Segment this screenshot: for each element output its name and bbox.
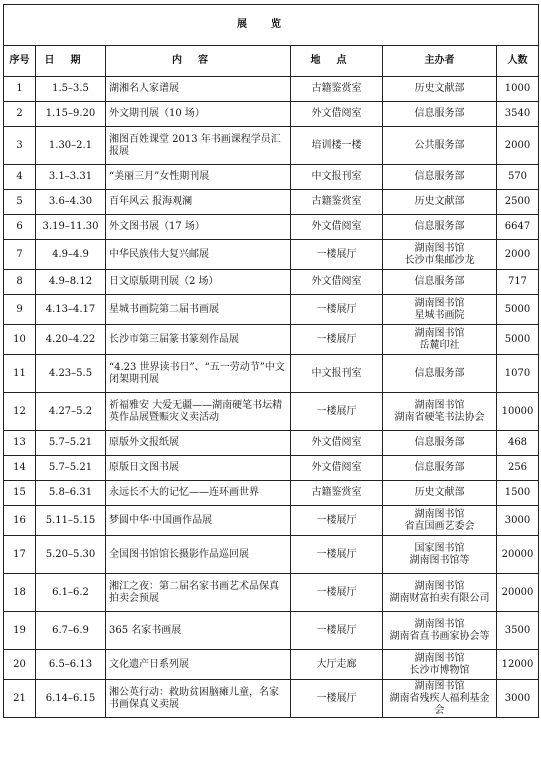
- organizer-line: 湖南图书馆: [414, 580, 465, 592]
- organizer-line: 历史文献部: [414, 487, 465, 498]
- organizer-line: 历史文献部: [414, 83, 465, 94]
- cell-place: 外文借阅室: [291, 215, 383, 240]
- organizer-line: 信息服务部: [414, 171, 465, 182]
- cell-content: “美丽三月”女性期刊展: [106, 165, 291, 190]
- cell-organizer: [383, 190, 497, 215]
- cell-place: 一楼展厅: [291, 574, 383, 612]
- table-row: [4, 431, 539, 456]
- cell-count: 2000: [497, 127, 539, 165]
- cell-place: 古籍鉴赏室: [291, 77, 383, 102]
- cell-place: 外文借阅室: [291, 431, 383, 456]
- organizer-line: 长沙市博物馆: [409, 664, 470, 676]
- cell-seq: 12: [4, 393, 36, 431]
- cell-date: 4.23–5.5: [36, 355, 106, 393]
- cell-seq: 19: [4, 612, 36, 650]
- cell-content: “4.23 世界读书日”、“五一劳动节”中文闭架期刊展: [106, 355, 291, 393]
- table-row: [4, 612, 539, 650]
- cell-count: 1070: [497, 355, 539, 393]
- cell-place: 中文报刊室: [291, 165, 383, 190]
- header-count: 人数: [497, 46, 539, 77]
- cell-content: 文化遗产日系列展: [106, 650, 291, 680]
- cell-seq: 2: [4, 102, 36, 127]
- table-row: [4, 295, 539, 325]
- cell-place: 古籍鉴赏室: [291, 190, 383, 215]
- cell-place: 一楼展厅: [291, 325, 383, 355]
- table-row: [4, 680, 539, 718]
- cell-date: 4.27–5.2: [36, 393, 106, 431]
- table-row: [4, 165, 539, 190]
- organizer-line: 信息服务部: [414, 276, 465, 287]
- table-row: [4, 77, 539, 102]
- organizer-line: 星城书画院: [414, 309, 465, 321]
- table-row: [4, 190, 539, 215]
- cell-organizer: [383, 77, 497, 102]
- cell-seq: 9: [4, 295, 36, 325]
- header-row: [4, 46, 539, 77]
- cell-seq: 11: [4, 355, 36, 393]
- organizer-line: 国家图书馆: [414, 542, 465, 554]
- cell-date: 4.9–4.9: [36, 240, 106, 270]
- cell-place: 一楼展厅: [291, 680, 383, 718]
- header-seq: 序号: [4, 46, 36, 77]
- table-row: [4, 325, 539, 355]
- cell-organizer: [383, 456, 497, 481]
- header-date: 日期: [36, 46, 106, 77]
- cell-content: 中华民族伟大复兴邮展: [106, 240, 291, 270]
- cell-organizer: [383, 536, 497, 574]
- table-title: 展览: [4, 5, 539, 46]
- cell-date: 4.20–4.22: [36, 325, 106, 355]
- cell-organizer: [383, 325, 497, 355]
- organizer-line: 岳麓印社: [419, 339, 460, 351]
- organizer-line: 公共服务部: [414, 139, 465, 151]
- organizer-line: 湖南财富拍卖有限公司: [389, 592, 490, 604]
- organizer-line: 信息服务部: [414, 108, 465, 119]
- table-row: [4, 393, 539, 431]
- cell-count: 717: [497, 270, 539, 295]
- cell-date: 3.6–4.30: [36, 190, 106, 215]
- cell-count: 3540: [497, 102, 539, 127]
- cell-content: 百年风云 报海观澜: [106, 190, 291, 215]
- table-row: [4, 650, 539, 680]
- cell-organizer: [383, 481, 497, 506]
- cell-seq: 1: [4, 77, 36, 102]
- cell-content: 外文图书展（17 场）: [106, 215, 291, 240]
- cell-seq: 16: [4, 506, 36, 536]
- cell-seq: 18: [4, 574, 36, 612]
- table-row: [4, 481, 539, 506]
- cell-date: 5.8–6.31: [36, 481, 106, 506]
- organizer-line: 湖南省残疾人福利基金会: [389, 692, 490, 716]
- cell-count: 3000: [497, 506, 539, 536]
- cell-date: 4.9–8.12: [36, 270, 106, 295]
- cell-organizer: [383, 612, 497, 650]
- cell-seq: 20: [4, 650, 36, 680]
- cell-place: 培训楼一楼: [291, 127, 383, 165]
- table-row: [4, 102, 539, 127]
- cell-count: 1500: [497, 481, 539, 506]
- cell-seq: 6: [4, 215, 36, 240]
- cell-place: 古籍鉴赏室: [291, 481, 383, 506]
- cell-place: 一楼展厅: [291, 295, 383, 325]
- organizer-line: 湖南图书馆: [414, 327, 465, 339]
- organizer-line: 湖南图书馆: [414, 680, 465, 692]
- cell-seq: 14: [4, 456, 36, 481]
- organizer-line: 湖南省直书画家协会等: [389, 630, 490, 642]
- header-organizer: 主办者: [383, 46, 497, 77]
- table-row: [4, 536, 539, 574]
- cell-count: 12000: [497, 650, 539, 680]
- cell-date: 5.11–5.15: [36, 506, 106, 536]
- cell-organizer: [383, 355, 497, 393]
- table-row: [4, 215, 539, 240]
- table-row: [4, 574, 539, 612]
- organizer-line: 湖南图书馆: [414, 652, 465, 664]
- cell-organizer: [383, 506, 497, 536]
- cell-date: 6.1–6.2: [36, 574, 106, 612]
- organizer-line: 湖南省硬笔书法协会: [394, 411, 485, 423]
- organizer-line: 历史文献部: [414, 196, 465, 207]
- cell-place: 中文报刊室: [291, 355, 383, 393]
- cell-content: 湖湘名人家谱展: [106, 77, 291, 102]
- cell-place: 一楼展厅: [291, 612, 383, 650]
- cell-place: 外文借阅室: [291, 456, 383, 481]
- cell-count: 2000: [497, 240, 539, 270]
- cell-content: 日文原版期刊展（2 场）: [106, 270, 291, 295]
- cell-count: 6647: [497, 215, 539, 240]
- exhibition-table: [3, 4, 539, 718]
- cell-organizer: [383, 680, 497, 718]
- cell-content: 星城书画院第二届书画展: [106, 295, 291, 325]
- organizer-line: 湖南图书馆: [414, 399, 465, 411]
- cell-date: 1.30–2.1: [36, 127, 106, 165]
- cell-seq: 17: [4, 536, 36, 574]
- cell-count: 3000: [497, 680, 539, 718]
- cell-organizer: [383, 574, 497, 612]
- cell-organizer: [383, 431, 497, 456]
- cell-count: 5000: [497, 295, 539, 325]
- cell-seq: 7: [4, 240, 36, 270]
- organizer-line: 信息服务部: [414, 437, 465, 448]
- cell-seq: 21: [4, 680, 36, 718]
- header-place: 地点: [291, 46, 383, 77]
- cell-count: 468: [497, 431, 539, 456]
- table-row: [4, 506, 539, 536]
- cell-date: 1.15–9.20: [36, 102, 106, 127]
- cell-organizer: [383, 215, 497, 240]
- cell-organizer: [383, 393, 497, 431]
- organizer-line: 湖南图书馆: [414, 297, 465, 309]
- cell-count: 570: [497, 165, 539, 190]
- cell-count: 10000: [497, 393, 539, 431]
- cell-date: 3.1–3.31: [36, 165, 106, 190]
- cell-seq: 4: [4, 165, 36, 190]
- cell-organizer: [383, 102, 497, 127]
- cell-seq: 13: [4, 431, 36, 456]
- cell-count: 256: [497, 456, 539, 481]
- cell-seq: 3: [4, 127, 36, 165]
- table-row: [4, 270, 539, 295]
- cell-content: 永远长不大的记忆——连环画世界: [106, 481, 291, 506]
- organizer-line: 信息服务部: [414, 462, 465, 473]
- cell-content: 梦圆中华·中国画作品展: [106, 506, 291, 536]
- cell-seq: 10: [4, 325, 36, 355]
- cell-content: 全国图书馆馆长摄影作品巡回展: [106, 536, 291, 574]
- cell-place: 大厅走廊: [291, 650, 383, 680]
- cell-content: 外文期刊展（10 场）: [106, 102, 291, 127]
- cell-organizer: [383, 650, 497, 680]
- cell-content: 湘图百姓课堂 2013 年书画课程学员汇报展: [106, 127, 291, 165]
- cell-date: 3.19–11.30: [36, 215, 106, 240]
- cell-content: 365 名家书画展: [106, 612, 291, 650]
- cell-organizer: [383, 127, 497, 165]
- organizer-line: 湖南图书馆等: [409, 554, 470, 566]
- cell-date: 6.14–6.15: [36, 680, 106, 718]
- cell-seq: 8: [4, 270, 36, 295]
- cell-date: 5.20–5.30: [36, 536, 106, 574]
- organizer-line: 湖南图书馆: [414, 508, 465, 520]
- cell-seq: 15: [4, 481, 36, 506]
- cell-place: 一楼展厅: [291, 240, 383, 270]
- organizer-line: 省直国画艺委会: [404, 520, 475, 532]
- cell-count: 20000: [497, 574, 539, 612]
- cell-place: 一楼展厅: [291, 536, 383, 574]
- cell-organizer: [383, 270, 497, 295]
- cell-place: 外文借阅室: [291, 102, 383, 127]
- organizer-line: 湖南图书馆: [414, 618, 465, 630]
- table-row: [4, 456, 539, 481]
- cell-count: 20000: [497, 536, 539, 574]
- cell-place: 一楼展厅: [291, 506, 383, 536]
- cell-content: 长沙市第三届篆书篆刻作品展: [106, 325, 291, 355]
- cell-date: 4.13–4.17: [36, 295, 106, 325]
- cell-count: 5000: [497, 325, 539, 355]
- cell-seq: 5: [4, 190, 36, 215]
- cell-organizer: [383, 240, 497, 270]
- cell-content: 湘公英行动：救助贫困脑瘫儿童，名家书画保真义卖展: [106, 680, 291, 718]
- header-content: 内容: [106, 46, 291, 77]
- cell-date: 6.5–6.13: [36, 650, 106, 680]
- cell-date: 1.5–3.5: [36, 77, 106, 102]
- cell-content: 原版外文报纸展: [106, 431, 291, 456]
- cell-place: 一楼展厅: [291, 393, 383, 431]
- cell-place: 外文借阅室: [291, 270, 383, 295]
- table-row: [4, 127, 539, 165]
- cell-date: 5.7–5.21: [36, 431, 106, 456]
- cell-count: 1000: [497, 77, 539, 102]
- cell-content: 原版日文图书展: [106, 456, 291, 481]
- organizer-line: 信息服务部: [414, 221, 465, 232]
- cell-content: 祈福雅安 大爱无疆——湖南硬笔书坛精英作品展暨赈灾义卖活动: [106, 393, 291, 431]
- organizer-line: 信息服务部: [414, 367, 465, 379]
- cell-date: 6.7–6.9: [36, 612, 106, 650]
- cell-count: 2500: [497, 190, 539, 215]
- table-row: [4, 240, 539, 270]
- cell-date: 5.7–5.21: [36, 456, 106, 481]
- table-row: [4, 355, 539, 393]
- table-body: [4, 77, 539, 718]
- organizer-line: 长沙市集邮沙龙: [404, 254, 475, 266]
- cell-organizer: [383, 295, 497, 325]
- cell-content: 湘江之夜：第二届名家书画艺术品保真拍卖会预展: [106, 574, 291, 612]
- organizer-line: 湖南图书馆: [414, 242, 465, 254]
- cell-organizer: [383, 165, 497, 190]
- cell-count: 3500: [497, 612, 539, 650]
